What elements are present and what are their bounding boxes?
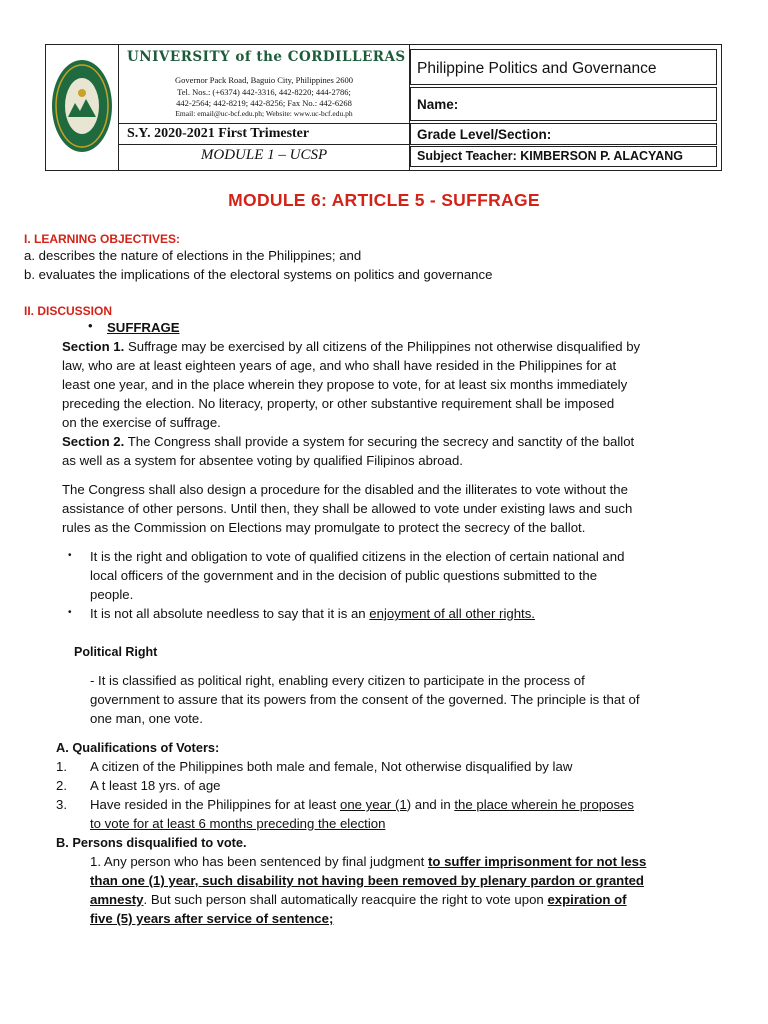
disq-line-4: five (5) years after service of sentence; xyxy=(90,911,334,926)
right-line-1: It is the right and obligation to vote of qualified citizens in the election of certain national and xyxy=(90,549,625,564)
section-1-line-2: law, who are at least eighteen years of age, and who shall have resided in the Philippines for at xyxy=(62,358,617,373)
university-seal-icon xyxy=(51,59,113,153)
section-1-line-1: Section 1. Suffrage may be exercised by all citizens of the Philippines not otherwise disqualified by xyxy=(62,339,641,354)
qual-item-3-line-2: to vote for at least 6 months preceding the election xyxy=(90,816,386,831)
name-label: Name: xyxy=(417,97,459,112)
absolute-line: It is not all absolute needless to say that it is an enjoyment of all other rights. xyxy=(90,606,535,621)
subject-cell xyxy=(410,49,717,85)
qual-number-2: 2. xyxy=(56,778,67,793)
section-1-line-4: preceding the election. No literacy, property, or other substantive requirement shall be imposed xyxy=(62,396,615,411)
page-title: MODULE 6: ARTICLE 5 - SUFFRAGE xyxy=(228,190,540,210)
subject-title: Philippine Politics and Governance xyxy=(417,60,657,77)
congress-line-1: The Congress shall also design a procedure for the disabled and the illiterates to vote without the xyxy=(62,482,628,497)
grade-label: Grade Level/Section: xyxy=(417,127,552,142)
module-label: MODULE 1 – UCSP xyxy=(200,147,328,163)
teacher-label: Subject Teacher: KIMBERSON P. ALACYANG xyxy=(417,149,684,163)
university-phones-2: 442-2564; 442-8219; 442-8256; Fax No.: 442-6268 xyxy=(176,98,352,108)
section-1-line-5: on the exercise of suffrage. xyxy=(62,415,221,430)
bullet-icon: • xyxy=(68,607,72,618)
suffrage-heading: SUFFRAGE xyxy=(107,320,180,335)
right-line-3: people. xyxy=(90,587,134,602)
disq-line-3: amnesty. But such person shall automatically reacquire the right to vote upon expiration of xyxy=(90,892,627,907)
right-line-2: local officers of the government and in the decision of public questions submitted to the xyxy=(90,568,598,583)
grade-cell[interactable] xyxy=(410,123,717,145)
bullet-icon: • xyxy=(88,318,93,333)
teacher-cell xyxy=(410,146,717,167)
bullet-icon: • xyxy=(68,550,72,561)
qual-item-3: Have resided in the Philippines for at least one year (1) and in the place wherein he proposes xyxy=(90,797,634,812)
qualifications-heading: A. Qualifications of Voters: xyxy=(56,740,220,755)
section-2-label: Section 2. xyxy=(62,434,125,449)
module-cell xyxy=(119,145,410,170)
congress-line-2: assistance of other persons. Until then, they shall be allowed to vote under existing laws and such xyxy=(62,501,633,516)
qual-item-1: A citizen of the Philippines both male and female, Not otherwise disqualified by law xyxy=(90,759,573,774)
objective-a: a. describes the nature of elections in the Philippines; and xyxy=(24,248,362,263)
congress-line-3: rules as the Commission on Elections may promulgate to protect the secrecy of the ballot. xyxy=(62,520,586,535)
logo-cell xyxy=(46,45,119,170)
name-cell[interactable] xyxy=(410,87,717,121)
disqualified-heading: B. Persons disqualified to vote. xyxy=(56,835,247,850)
section-1-label: Section 1. xyxy=(62,339,125,354)
university-name: UNIVERSITY of the CORDILLERAS xyxy=(127,49,406,65)
objective-b: b. evaluates the implications of the electoral systems on politics and governance xyxy=(24,267,493,282)
objectives-heading: I. LEARNING OBJECTIVES: xyxy=(24,232,181,246)
university-address: Governor Pack Road, Baguio City, Philippines 2600 xyxy=(175,75,353,85)
political-line-2: government to assure that its powers from the consent of the governed. The principle is that of xyxy=(90,692,640,707)
university-phones-1: Tel. Nos.: (+6374) 442-3316, 442-8220; 444-2786; xyxy=(177,87,351,97)
section-2-line-1: Section 2. The Congress shall provide a system for securing the secrecy and sanctity of the ballot xyxy=(62,434,635,449)
section-1-line-3: least one year, and in the place wherein they propose to vote, for at least six months immediately xyxy=(62,377,628,392)
disq-line-2: than one (1) year, such disability not having been removed by plenary pardon or granted xyxy=(90,873,644,888)
qual-number-3: 3. xyxy=(56,797,67,812)
disq-line-1: 1. Any person who has been sentenced by final judgment to suffer imprisonment for not less xyxy=(90,854,647,869)
university-info-cell xyxy=(119,45,410,124)
school-year: S.Y. 2020-2021 First Trimester xyxy=(127,126,310,141)
political-line-1: - It is classified as political right, enabling every citizen to participate in the process of xyxy=(90,673,585,688)
qual-number-1: 1. xyxy=(56,759,67,774)
section-2-line-2: as well as a system for absentee voting by qualified Filipinos abroad. xyxy=(62,453,463,468)
qual-item-2: A t least 18 yrs. of age xyxy=(90,778,221,793)
header-table xyxy=(45,44,722,171)
political-right-heading: Political Right xyxy=(74,645,158,659)
discussion-heading: II. DISCUSSION xyxy=(24,304,113,318)
university-email: Email: email@uc-bcf.edu.ph; Website: www.uc-bcf.edu.ph xyxy=(175,109,353,118)
political-line-3: one man, one vote. xyxy=(90,711,203,726)
school-year-cell xyxy=(119,123,410,145)
